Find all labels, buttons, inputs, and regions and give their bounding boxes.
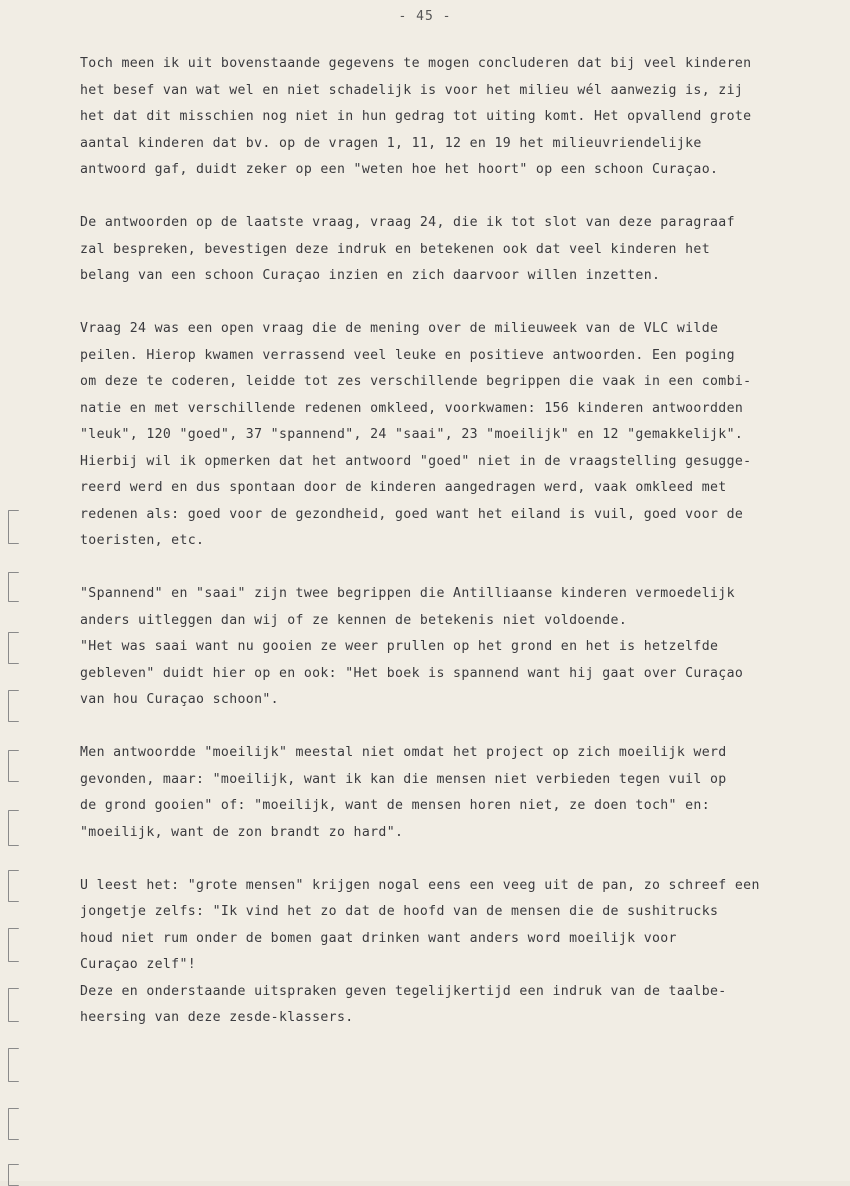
text-line: natie en met verschillende redenen omkleed, voorkwamen: 156 kinderen antwoordden: [80, 400, 744, 416]
binder-mark: [8, 632, 19, 664]
paragraph: [80, 210, 820, 290]
binder-mark: [8, 750, 19, 782]
text-line: Vraag 24 was een open vraag die de mening over de milieuweek van de VLC wilde: [80, 321, 719, 336]
text-line: De antwoorden op de laatste vraag, vraag 24, die ik tot slot van deze paragraaf: [80, 215, 735, 230]
text-line: om deze te coderen, leidde tot zes verschillende begrippen die vaak in een combi-: [80, 374, 752, 389]
text-line: reerd werd en dus spontaan door de kinderen aangedragen werd, vaak omkleed met: [80, 480, 727, 495]
text-line: redenen als: goed voor de gezondheid, goed want het eiland is vuil, goed voor de: [80, 506, 744, 522]
text-line: jongetje zelfs: "Ik vind het zo dat de hoofd van de mensen die de sushitrucks: [80, 904, 719, 919]
text-line: toeristen, etc.: [80, 533, 205, 548]
text-line: belang van een schoon Curaçao inzien en zich daarvoor willen inzetten.: [80, 268, 661, 283]
binder-mark: [8, 1108, 19, 1140]
paragraph: [80, 873, 820, 1032]
text-line: gebleven" duidt hier op en ook: "Het boek is spannend want hij gaat over Curaçao: [80, 665, 744, 681]
text-line: heersing van deze zesde-klassers.: [80, 1010, 354, 1025]
text-line: peilen. Hierop kwamen verrassend veel leuke en positieve antwoorden. Een poging: [80, 347, 735, 363]
text-line: zal bespreken, bevestigen deze indruk en betekenen ook dat veel kinderen het: [80, 241, 711, 257]
text-line: aantal kinderen dat bv. op de vragen 1, 11, 12 en 19 het milieuvriendelijke: [80, 135, 702, 151]
paragraph: [80, 316, 820, 555]
binder-mark: [8, 928, 19, 962]
binder-mark: [8, 572, 19, 602]
paragraph: [80, 51, 820, 184]
binder-mark: [8, 690, 19, 722]
page-number: - 45 -: [398, 9, 452, 24]
binder-mark: [8, 510, 19, 544]
text-line: Men antwoordde "moeilijk" meestal niet omdat het project op zich moeilijk werd: [80, 745, 727, 760]
text-line: Curaçao zelf"!: [80, 957, 197, 972]
text-line: Hierbij wil ik opmerken dat het antwoord "goed" niet in de vraagstelling gesugge-: [80, 453, 752, 469]
text-line: het dat dit misschien nog niet in hun gedrag tot uiting komt. Het opvallend grote: [80, 109, 752, 124]
text-line: "Spannend" en "saai" zijn twee begrippen die Antilliaanse kinderen vermoedelijk: [80, 586, 735, 601]
text-line: houd niet rum onder de bomen gaat drinken want anders word moeilijk voor: [80, 930, 677, 946]
text-line: "leuk", 120 "goed", 37 "spannend", 24 "saai", 23 "moeilijk" en 12 "gemakkelijk".: [80, 427, 744, 442]
text-line: de grond gooien" of: "moeilijk, want de mensen horen niet, ze doen toch" en:: [80, 798, 711, 813]
binder-mark: [8, 810, 19, 846]
text-line: "moeilijk, want de zon brandt zo hard".: [80, 824, 404, 840]
binder-mark: [8, 1164, 19, 1186]
text-line: anders uitleggen dan wij of ze kennen de betekenis niet voldoende.: [80, 612, 628, 628]
text-line: U leest het: "grote mensen" krijgen nogal eens een veeg uit de pan, zo schreef een: [80, 877, 760, 893]
paragraph: [80, 740, 820, 846]
text-line: van hou Curaçao schoon".: [80, 692, 279, 707]
body-text: [80, 51, 820, 1058]
paragraph: [80, 581, 820, 714]
binder-mark: [8, 870, 19, 902]
text-line: Toch meen ik uit bovenstaande gegevens te mogen concluderen dat bij veel kinderen: [80, 56, 752, 71]
text-line: "Het was saai want nu gooien ze weer prullen op het grond en het is hetzelfde: [80, 639, 719, 654]
text-line: Deze en onderstaande uitspraken geven tegelijkertijd een indruk van de taalbe-: [80, 983, 727, 999]
binder-mark: [8, 1048, 19, 1082]
text-line: antwoord gaf, duidt zeker op een "weten hoe het hoort" op een schoon Curaçao.: [80, 162, 719, 177]
text-line: het besef van wat wel en niet schadelijk is voor het milieu wél aanwezig is, zij: [80, 82, 744, 98]
text-line: gevonden, maar: "moeilijk, want ik kan die mensen niet verbieden tegen vuil op: [80, 771, 727, 787]
binder-mark: [8, 988, 19, 1022]
